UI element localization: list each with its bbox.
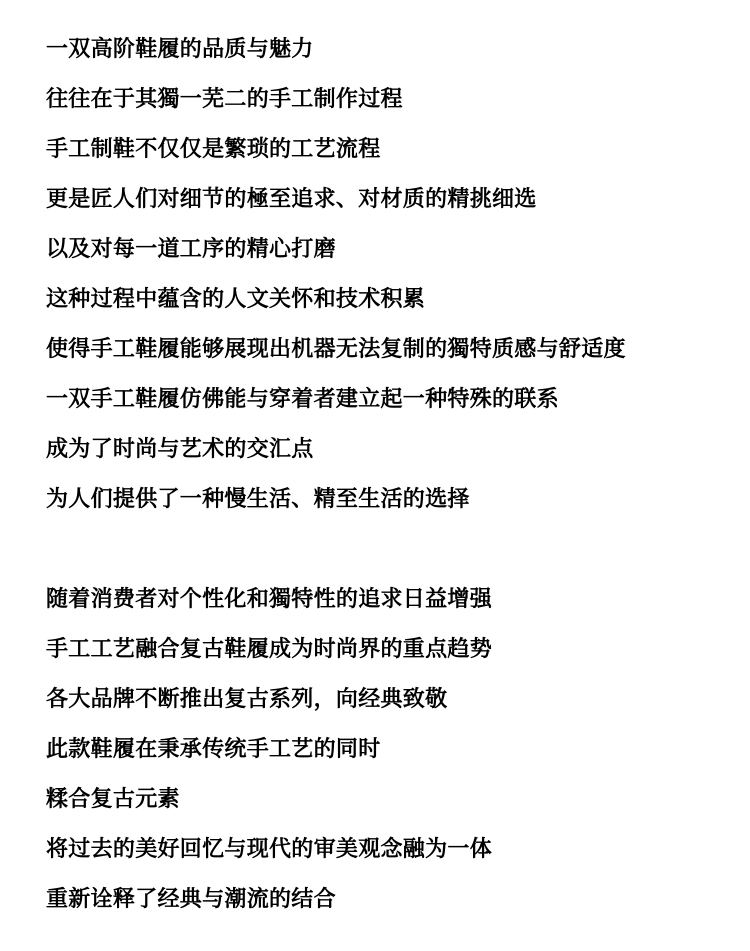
paragraph-2 xyxy=(46,580,726,930)
text-line: 糅合复古元素 xyxy=(46,787,180,812)
text-line: 随着消费者对个性化和獨特性的追求日益增强 xyxy=(46,587,493,612)
text-line: 各大品牌不断推出复古系列，向经典致敬 xyxy=(46,687,448,712)
text-line: 以及对每一道工序的精心打磨 xyxy=(46,237,336,262)
text-line: 更是匠人们对细节的極至追求、对材质的精挑细选 xyxy=(46,187,537,212)
text-line: 一双手工鞋履仿佛能与穿着者建立起一种特殊的联系 xyxy=(46,387,559,412)
text-line: 将过去的美好回忆与现代的审美观念融为一体 xyxy=(46,837,493,862)
text-line: 成为了时尚与艺术的交汇点 xyxy=(46,437,314,462)
text-line: 一双高阶鞋履的品质与魅力 xyxy=(46,37,314,62)
text-line: 重新诠释了经典与潮流的结合 xyxy=(46,887,336,912)
text-line: 使得手工鞋履能够展现出机器无法复制的獨特质感与舒适度 xyxy=(46,337,626,362)
text-line: 此款鞋履在秉承传统手工艺的同时 xyxy=(46,737,381,762)
text-line: 为人们提供了一种慢生活、精至生活的选择 xyxy=(46,487,470,512)
paragraph-1 xyxy=(46,30,726,530)
text-line: 手工工艺融合复古鞋履成为时尚界的重点趋势 xyxy=(46,637,493,662)
text-line: 往往在于其獨一芜二的手工制作过程 xyxy=(46,87,403,112)
text-line: 手工制鞋不仅仅是繁琐的工艺流程 xyxy=(46,137,381,162)
text-line: 这种过程中蕴含的人文关怀和技术积累 xyxy=(46,287,426,312)
